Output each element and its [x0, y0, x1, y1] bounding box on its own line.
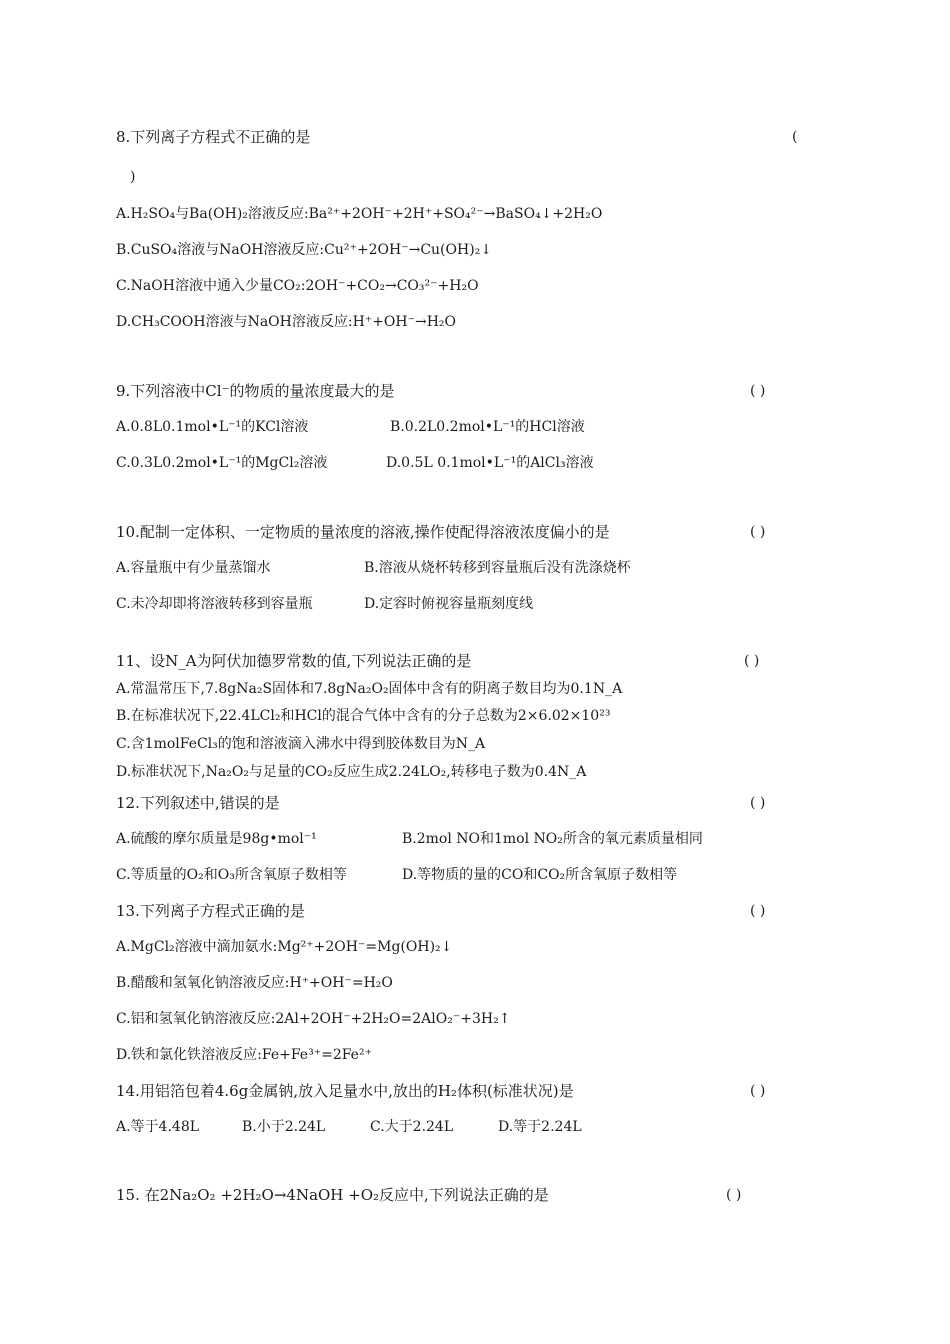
q9-paren: ( )	[750, 383, 766, 399]
q13-option-a: A.MgCl₂溶液中滴加氨水:Mg²⁺+2OH⁻=Mg(OH)₂↓	[116, 939, 453, 955]
q12-option-b: B.2mol NO和1mol NO₂所含的氧元素质量相同	[402, 831, 703, 847]
q8-paren-close: )	[130, 169, 136, 185]
q13-paren: ( )	[750, 903, 766, 919]
q8-stem: 8.下列离子方程式不正确的是	[116, 128, 311, 146]
q14-option-d: D.等于2.24L	[498, 1119, 582, 1135]
q13-option-b: B.醋酸和氢氧化钠溶液反应:H⁺+OH⁻=H₂O	[116, 975, 393, 991]
q11-stem: 11、设N_A为阿伏加德罗常数的值,下列说法正确的是	[116, 652, 472, 670]
q12-stem: 12.下列叙述中,错误的是	[116, 794, 280, 812]
q9-stem: 9.下列溶液中Cl⁻的物质的量浓度最大的是	[116, 382, 395, 400]
q14-option-c: C.大于2.24L	[370, 1119, 454, 1135]
q12-option-a: A.硫酸的摩尔质量是98g•mol⁻¹	[116, 831, 317, 847]
q10-option-d: D.定容时俯视容量瓶刻度线	[364, 596, 534, 612]
q9-option-c: C.0.3L0.2mol•L⁻¹的MgCl₂溶液	[116, 455, 328, 471]
q13-option-d: D.铁和氯化铁溶液反应:Fe+Fe³⁺=2Fe²⁺	[116, 1047, 372, 1063]
q12-option-d: D.等物质的量的CO和CO₂所含氧原子数相等	[402, 867, 678, 883]
q15-paren: ( )	[726, 1187, 742, 1203]
q9-option-b: B.0.2L0.2mol•L⁻¹的HCl溶液	[390, 419, 585, 435]
q10-stem: 10.配制一定体积、一定物质的量浓度的溶液,操作使配得溶液浓度偏小的是	[116, 523, 610, 541]
q14-paren: ( )	[750, 1083, 766, 1099]
q11-paren: ( )	[744, 653, 760, 669]
q11-option-b: B.在标准状况下,22.4LCl₂和HCl的混合气体中含有的分子总数为2×6.02×10²³	[116, 708, 611, 724]
q12-paren: ( )	[750, 795, 766, 811]
q8-option-b: B.CuSO₄溶液与NaOH溶液反应:Cu²⁺+2OH⁻→Cu(OH)₂↓	[116, 242, 493, 258]
q8-option-d: D.CH₃COOH溶液与NaOH溶液反应:H⁺+OH⁻→H₂O	[116, 314, 457, 330]
q14-option-b: B.小于2.24L	[242, 1119, 326, 1135]
q9-option-a: A.0.8L0.1mol•L⁻¹的KCl溶液	[116, 419, 309, 435]
q14-option-a: A.等于4.48L	[116, 1119, 200, 1135]
q10-option-b: B.溶液从烧杯转移到容量瓶后没有洗涤烧杯	[364, 560, 631, 576]
q10-option-c: C.未冷却即将溶液转移到容量瓶	[116, 596, 313, 612]
q11-option-a: A.常温常压下,7.8gNa₂S固体和7.8gNa₂O₂固体中含有的阴离子数目均为0.1N_A	[116, 681, 623, 697]
q13-stem: 13.下列离子方程式正确的是	[116, 902, 305, 920]
q10-paren: ( )	[750, 524, 766, 540]
q8-paren-open: (	[792, 129, 798, 145]
q8-option-a: A.H₂SO₄与Ba(OH)₂溶液反应:Ba²⁺+2OH⁻+2H⁺+SO₄²⁻→BaSO₄↓+2H₂O	[116, 206, 603, 222]
q8-option-c: C.NaOH溶液中通入少量CO₂:2OH⁻+CO₂→CO₃²⁻+H₂O	[116, 278, 479, 294]
q9-option-d: D.0.5L 0.1mol•L⁻¹的AlCl₃溶液	[386, 455, 594, 471]
q13-option-c: C.铝和氢氧化钠溶液反应:2Al+2OH⁻+2H₂O=2AlO₂⁻+3H₂↑	[116, 1011, 511, 1027]
q15-stem: 15. 在2Na₂O₂ +2H₂O→4NaOH +O₂反应中,下列说法正确的是	[116, 1186, 549, 1204]
q10-option-a: A.容量瓶中有少量蒸馏水	[116, 560, 271, 576]
q14-stem: 14.用铝箔包着4.6g金属钠,放入足量水中,放出的H₂体积(标准状况)是	[116, 1082, 574, 1100]
q11-option-d: D.标准状况下,Na₂O₂与足量的CO₂反应生成2.24LO₂,转移电子数为0.4N_A	[116, 764, 587, 780]
q12-option-c: C.等质量的O₂和O₃所含氧原子数相等	[116, 867, 347, 883]
q11-option-c: C.含1molFeCl₃的饱和溶液滴入沸水中得到胶体数目为N_A	[116, 736, 486, 752]
